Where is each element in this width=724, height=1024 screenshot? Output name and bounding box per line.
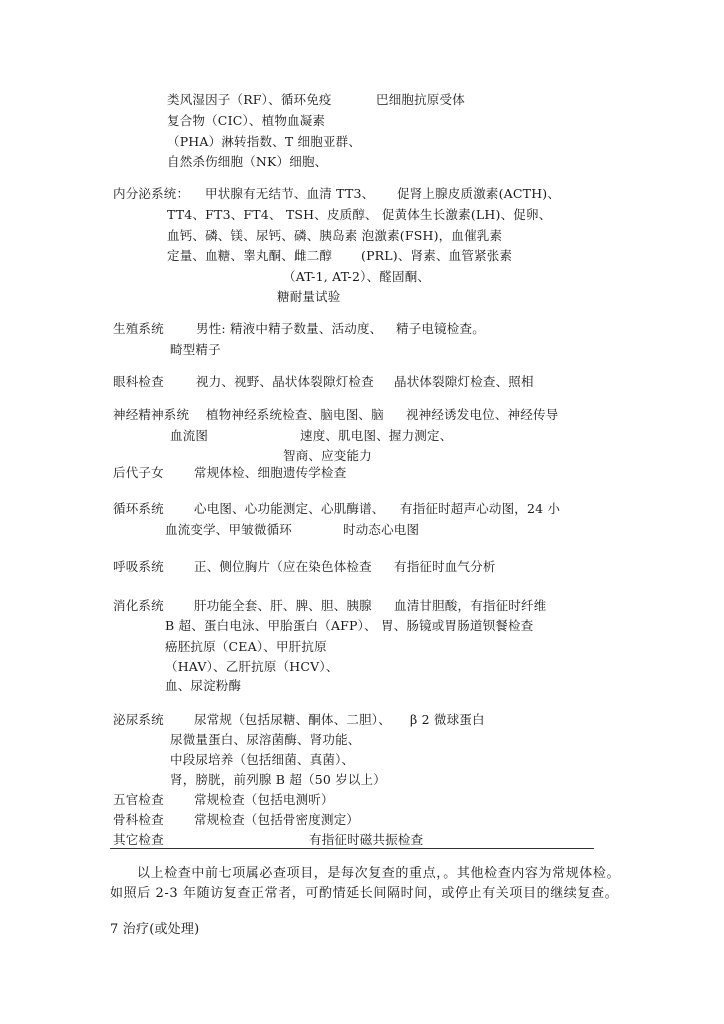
- digestive-heading: 消化系统: [113, 598, 164, 613]
- ortho-item: 常规检查（包括骨密度测定）: [194, 812, 360, 827]
- ent-item: 常规检查（包括电测听）: [194, 792, 334, 807]
- urinary-line-4: 肾，膀胱，前列腺 B 超（50 岁以上）: [170, 772, 387, 787]
- reproductive-item-abnormal: 畸型精子: [170, 342, 221, 357]
- endocrine-item-acth: 促肾上腺皮质激素(ACTH)、: [397, 186, 561, 201]
- endocrine-line-4a: 定量、血糖、睾丸酮、雌二醇: [167, 248, 333, 263]
- immune-item-lymphocyte-receptor: 巴细胞抗原受体: [376, 92, 465, 107]
- eye-heading: 眼科检查: [113, 374, 164, 389]
- neuro-item-evoked: 视神经诱发电位、神经传导: [406, 407, 559, 422]
- endocrine-line-6: 糖耐量试验: [277, 289, 341, 304]
- endocrine-item-thyroid: 甲状腺有无结节、血清 TT3、: [205, 186, 375, 201]
- immune-item-cic: 复合物（CIC）、植物血凝素: [167, 113, 326, 128]
- endocrine-heading: 内分泌系统：: [113, 186, 190, 201]
- circulatory-item-echo: 有指征时超声心动图，24 小: [400, 501, 561, 516]
- table-bottom-rule: [110, 848, 594, 849]
- other-heading: 其它检查: [113, 832, 164, 847]
- digestive-item-glycocholic: 血清甘胆酸，有指征时纤维: [394, 598, 547, 613]
- respiratory-heading: 呼吸系统: [113, 559, 164, 574]
- urinary-heading: 泌尿系统: [113, 712, 164, 727]
- circulatory-item-hemorheology: 血流变学、甲皱微循环: [165, 522, 293, 537]
- reproductive-item-em: 精子电镜检查。: [396, 321, 485, 336]
- paragraph-line-2: 如照后 2-3 年随访复查正常者，可酌情延长间隔时间，或停止有关项目的继续复查。: [110, 886, 619, 901]
- eye-item-vision: 视力、视野、晶状体裂隙灯检查: [196, 374, 374, 389]
- offspring-heading: 后代子女: [113, 465, 164, 480]
- circulatory-item-ecg: 心电图、心功能测定、心肌酶谱、: [194, 501, 385, 516]
- neuro-item-iq: 智商、应变能力: [283, 448, 372, 463]
- circulatory-heading: 循环系统: [113, 501, 164, 516]
- endocrine-line-3: 血钙、磷、镁、尿钙、磷、胰岛素 泡激素(FSH)，血催乳素: [167, 228, 503, 243]
- circulatory-item-holter: 时动态心电图: [343, 522, 420, 537]
- endocrine-line-2: TT4、FT3、FT4、 TSH、皮质醇、 促黄体生长激素(LH)、促卵、: [167, 207, 552, 222]
- offspring-item: 常规体检、细胞遗传学检查: [194, 465, 347, 480]
- digestive-line-2: B 超、蛋白电泳、甲胎蛋白（AFP）、 胃、肠镜或胃肠道钡餐检查: [165, 618, 534, 633]
- paragraph-line-1: 以上检查中前七项属必查项目，是每次复查的重点，。其他检查内容为常规体检。: [137, 866, 621, 881]
- digestive-line-4: （HAV）、乙肝抗原（HCV）、: [165, 659, 339, 674]
- digestive-item-liver: 肝功能全套、肝、脾、胆、胰腺: [194, 598, 372, 613]
- urinary-item-b2mg: β 2 微球蛋白: [410, 712, 485, 727]
- reproductive-item-semen: 男性: 精液中精子数量、活动度、: [196, 321, 383, 336]
- reproductive-heading: 生殖系统: [113, 321, 164, 336]
- immune-item-nk: 自然杀伤细胞（NK）细胞、: [167, 154, 328, 169]
- endocrine-line-4b: (PRL)、肾素、血管紧张素: [361, 248, 513, 263]
- urinary-item-routine: 尿常规（包括尿糖、酮体、二胆）、: [194, 712, 391, 727]
- neuro-item-emg: 速度、肌电图、握力测定、: [300, 428, 453, 443]
- neuro-item-autonomic: 植物神经系统检查、脑电图、脑: [206, 407, 384, 422]
- neuro-heading: 神经精神系统: [113, 407, 190, 422]
- digestive-line-3: 癌胚抗原（CEA）、甲肝抗原: [165, 639, 327, 654]
- ent-heading: 五官检查: [113, 792, 164, 807]
- eye-item-photo: 晶状体裂隙灯检查、照相: [394, 374, 534, 389]
- immune-item-rf: 类风湿因子（RF）、循环免疫: [167, 92, 332, 107]
- respiratory-item-bloodgas: 有指征时血气分析: [394, 559, 496, 574]
- urinary-line-2: 尿微量蛋白、尿溶菌酶、肾功能、: [170, 732, 361, 747]
- other-item-mri: 有指征时磁共振检查: [309, 832, 424, 847]
- urinary-line-3: 中段尿培养（包括细菌、真菌）、: [170, 752, 355, 767]
- ortho-heading: 骨科检查: [113, 812, 164, 827]
- digestive-line-5: 血、尿淀粉酶: [165, 678, 242, 693]
- respiratory-item-xray: 正、侧位胸片（应在染色体检查: [194, 559, 372, 574]
- immune-item-pha: （PHA）淋转指数、T 细胞亚群、: [167, 134, 362, 149]
- endocrine-line-5: （AT-1, AT-2）、醛固酮、: [283, 269, 431, 284]
- section-heading-treatment: 7 治疗(或处理): [110, 922, 200, 937]
- neuro-item-bloodflow: 血流图: [170, 428, 209, 443]
